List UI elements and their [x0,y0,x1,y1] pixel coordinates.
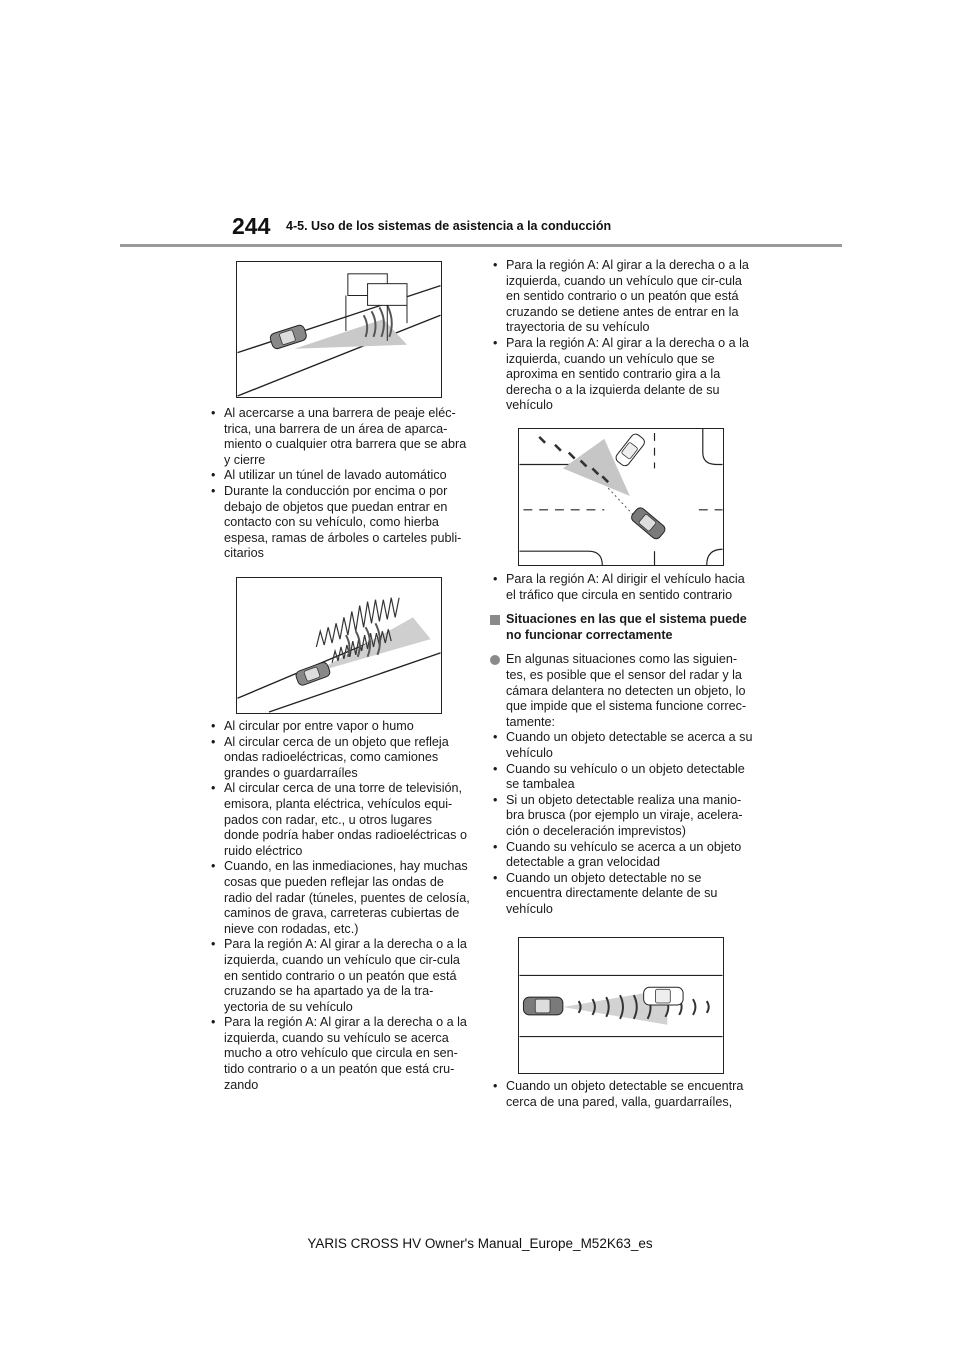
list-item: • Al circular cerca de una torre de televisión, emisora, planta eléctrica, vehículos equi-pados con radar, etc., u otros lugares donde podría haber ondas radioeléctricas o ruido eléctrico [208,781,470,859]
section-title: 4-5. Uso de los sistemas de asistencia a la conducción [286,219,612,233]
list-item: • Si un objeto detectable realiza una manio-bra brusca (por ejemplo un viraje, acelera-ción o deceleración imprevistos) [490,793,756,840]
list-item: • Durante la conducción por encima o por debajo de objetos que puedan entrar en contacto con su vehículo, como hierba espesa, ramas de árboles o carteles publi-citarios [208,484,470,562]
list-item: • Cuando, en las inmediaciones, hay muchas cosas que pueden reflejar las ondas de radio del radar (túneles, puentes de celosía, caminos de grava, carreteras cubiertas de nieve con rodadas, etc.) [208,859,470,937]
sub-heading-text: Situaciones en las que el sistema puede no funcionar correctamente [506,612,747,642]
intro-paragraph-text: En algunas situaciones como las siguien-tes, es posible que el sensor del radar y la cámara delantera no detecten un objeto, lo que impide que el sistema funcione correc-tamente: [506,652,747,729]
header-divider [120,244,842,247]
left-column-text-b [208,719,470,1093]
list-item: • Cuando su vehículo se acerca a un objeto detectable a gran velocidad [490,840,756,871]
illustration-tall-grass [236,577,442,714]
sub-heading [490,612,756,643]
list-item: • Cuando un objeto detectable se encuentra cerca de una pared, valla, guardarraíles, [490,1079,756,1110]
bullet-list [490,258,756,414]
list-item: • Al circular por entre vapor o humo [208,719,470,735]
intro-paragraph [490,652,756,730]
right-column-text-c [490,1079,756,1110]
list-item: • Cuando su vehículo o un objeto detectable se tambalea [490,762,756,793]
list-item: • Para la región A: Al dirigir el vehículo hacia el tráfico que circula en sentido contrario [490,572,756,603]
page-number: 244 [232,213,271,239]
bullet-list [208,406,470,562]
left-column-text-a [208,406,470,562]
list-item: • Al acercarse a una barrera de peaje eléc-trica, una barrera de un área de aparca-miento o cualquier otra barrera que se abra y cierre [208,406,470,468]
bullet-list [208,719,470,1093]
bullet-list [490,730,756,917]
footer-manual-id: YARIS CROSS HV Owner's Manual_Europe_M52K63_es [307,1236,653,1251]
illustration-toll-barrier [236,261,442,398]
right-column-text-b [490,572,756,917]
bullet-list [490,1079,756,1110]
list-item: • Al circular cerca de un objeto que refleja ondas radioeléctricas, como camiones grandes o guardarraíles [208,735,470,782]
right-column-text-a [490,258,756,414]
list-item: • Para la región A: Al girar a la derecha o a la izquierda, cuando un vehículo que cir-cula en sentido contrario o un peatón que está cruzando se ha apartado ya de la tra-yectoria de su vehículo [208,937,470,1015]
list-item: • Para la región A: Al girar a la derecha o a la izquierda, cuando un vehículo que cir-cula en sentido contrario o un peatón que está cruzando se detiene antes de entrar en la trayectoria de su vehículo [490,258,756,336]
list-item: • Cuando un objeto detectable no se encuentra directamente delante de su vehículo [490,871,756,918]
list-item: • Para la región A: Al girar a la derecha o a la izquierda, cuando un vehículo que se aproxima en sentido contrario gira a la derecha o a la izquierda delante de su vehículo [490,336,756,414]
bullet-list [490,572,756,603]
list-item: • Cuando un objeto detectable se acerca a su vehículo [490,730,756,761]
illustration-vehicle-ahead [518,937,724,1074]
list-item: • Para la región A: Al girar a la derecha o a la izquierda, cuando su vehículo se acerca mucho a otro vehículo que circula en sen-tido contrario o a un peatón que está cru-zando [208,1015,470,1093]
square-bullet-icon [490,615,500,625]
list-item: • Al utilizar un túnel de lavado automático [208,468,470,484]
illustration-intersection-turn [518,428,724,566]
circle-bullet-icon [490,655,500,665]
